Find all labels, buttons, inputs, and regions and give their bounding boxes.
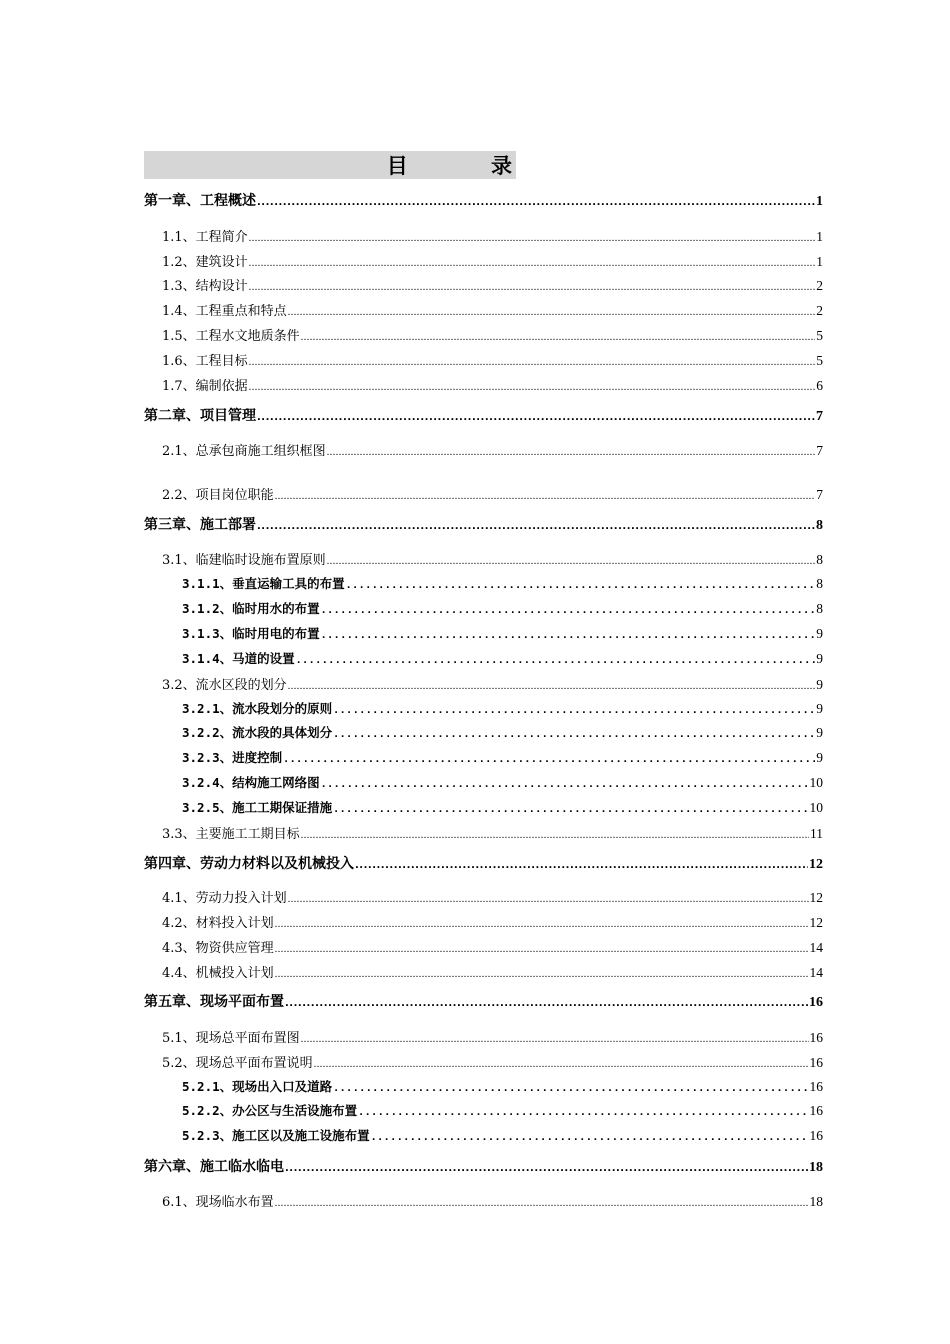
toc-page-number: 14 — [809, 965, 823, 980]
toc-entry-label: 3.2.2、流水段的具体划分 — [182, 725, 333, 740]
toc-page-number: 12 — [809, 915, 823, 930]
toc-leader-dots — [333, 729, 815, 740]
toc-entry-label: 1.3、结构设计 — [162, 279, 248, 294]
toc-page-number: 9 — [816, 651, 823, 666]
toc-subsection-entry[interactable] — [182, 1101, 823, 1119]
toc-page-number: 2 — [816, 303, 823, 318]
toc-entry-label: 第三章、施工部署 — [144, 517, 256, 533]
toc-leader-dots — [275, 1198, 809, 1209]
toc-page-number: 12 — [809, 857, 823, 872]
toc-leader-dots — [257, 197, 815, 208]
toc-page-number: 16 — [809, 1055, 823, 1070]
toc-leader-dots — [283, 754, 815, 765]
toc-section-entry[interactable] — [162, 440, 823, 459]
toc-section-entry[interactable] — [162, 300, 823, 319]
toc-section-entry[interactable] — [162, 912, 823, 931]
toc-leader-dots — [314, 1059, 809, 1070]
toc-subsection-entry[interactable] — [182, 1126, 823, 1144]
toc-leader-dots — [249, 233, 816, 244]
toc-subsection-entry[interactable] — [182, 773, 823, 791]
toc-page-number: 16 — [809, 1128, 823, 1143]
toc-page-number: 8 — [816, 518, 823, 533]
toc-entry-label: 3.2.5、施工工期保证措施 — [182, 800, 333, 815]
toc-leader-dots — [249, 357, 816, 368]
toc-leader-dots — [358, 1107, 808, 1118]
toc-leader-dots — [301, 830, 809, 841]
toc-entry-label: 1.2、建筑设计 — [162, 255, 248, 270]
toc-page-number: 18 — [809, 1194, 823, 1209]
toc-section-entry[interactable] — [162, 937, 823, 956]
toc-section-entry[interactable] — [162, 275, 823, 294]
toc-subsection-entry[interactable] — [182, 649, 823, 667]
toc-entry-label: 5.2.2、办公区与生活设施布置 — [182, 1103, 358, 1118]
toc-entry-label: 3.2.4、结构施工网络图 — [182, 775, 320, 790]
toc-subsection-entry[interactable] — [182, 798, 823, 816]
toc-entry-label: 2.1、总承包商施工组织框图 — [162, 444, 326, 459]
toc-entry-label: 4.3、物资供应管理 — [162, 941, 274, 956]
toc-entry-label: 3.2.3、进度控制 — [182, 750, 283, 765]
toc-chapter-entry[interactable] — [144, 1156, 823, 1176]
toc-entry-label: 1.4、工程重点和特点 — [162, 304, 287, 319]
toc-leader-dots — [288, 894, 809, 905]
toc-leader-dots — [321, 605, 816, 616]
toc-title: 目 录 — [386, 153, 550, 178]
toc-page-number: 8 — [816, 552, 823, 567]
toc-subsection-entry[interactable] — [182, 748, 823, 766]
toc-leader-dots — [333, 804, 808, 815]
toc-entry-label: 5.2.1、现场出入口及道路 — [182, 1079, 333, 1094]
toc-entry-label: 3.1.3、临时用电的布置 — [182, 626, 320, 641]
toc-leader-dots — [301, 332, 816, 343]
toc-page-number: 18 — [809, 1160, 823, 1175]
toc-entry-label: 3.2.1、流水段划分的原则 — [182, 701, 333, 716]
toc-leader-dots — [371, 1132, 809, 1143]
toc-page-number: 5 — [816, 353, 823, 368]
toc-page-number: 9 — [816, 725, 823, 740]
toc-section-entry[interactable] — [162, 674, 823, 693]
toc-page-number: 1 — [816, 229, 823, 244]
toc-page-number: 16 — [809, 995, 823, 1010]
toc-entry-label: 第四章、劳动力材料以及机械投入 — [144, 856, 354, 872]
toc-entry-label: 第二章、项目管理 — [144, 408, 256, 424]
toc-leader-dots — [346, 580, 816, 591]
toc-page-number: 9 — [816, 626, 823, 641]
toc-subsection-entry[interactable] — [182, 1077, 823, 1095]
toc-page-number: 1 — [816, 254, 823, 269]
toc-leader-dots — [285, 1163, 808, 1174]
toc-page-number: 16 — [809, 1030, 823, 1045]
toc-section-entry[interactable] — [162, 1052, 823, 1071]
toc-section-entry[interactable] — [162, 549, 823, 568]
toc-subsection-entry[interactable] — [182, 723, 823, 741]
toc-leader-dots — [275, 491, 816, 502]
toc-page-number: 10 — [809, 775, 823, 790]
toc-chapter-entry[interactable] — [144, 991, 823, 1011]
toc-page-number: 9 — [816, 750, 823, 765]
toc-page-number: 6 — [816, 378, 823, 393]
toc-leader-dots — [288, 681, 816, 692]
toc-entry-label: 5.2.3、施工区以及施工设施布置 — [182, 1128, 370, 1143]
toc-page-number: 7 — [816, 409, 823, 424]
toc-entry-label: 第六章、施工临水临电 — [144, 1159, 284, 1175]
toc-page-number: 1 — [816, 194, 823, 209]
toc-page-number: 10 — [809, 800, 823, 815]
toc-section-entry[interactable] — [162, 1027, 823, 1046]
toc-entry-label: 3.1、临建临时设施布置原则 — [162, 553, 326, 568]
toc-leader-dots — [249, 282, 816, 293]
toc-page-number: 8 — [816, 576, 823, 591]
toc-leader-dots — [321, 630, 816, 641]
toc-page-number: 16 — [809, 1103, 823, 1118]
toc-entry-label: 3.3、主要施工工期目标 — [162, 827, 300, 842]
toc-leader-dots — [333, 1083, 808, 1094]
toc-section-entry[interactable] — [162, 962, 823, 981]
toc-section-entry[interactable] — [162, 887, 823, 906]
toc-page-number: 11 — [810, 826, 823, 841]
toc-leader-dots — [275, 919, 809, 930]
toc-leader-dots — [285, 998, 808, 1009]
toc-entry-label: 4.4、机械投入计划 — [162, 966, 274, 981]
toc-page-number: 5 — [816, 328, 823, 343]
toc-entry-label: 第五章、现场平面布置 — [144, 994, 284, 1010]
toc-leader-dots — [249, 382, 816, 393]
toc-leader-dots — [327, 556, 816, 567]
toc-leader-dots — [355, 860, 808, 871]
toc-section-entry[interactable] — [162, 375, 823, 394]
toc-page-number: 8 — [816, 601, 823, 616]
toc-entry-label: 1.1、工程简介 — [162, 230, 248, 245]
toc-page-number: 14 — [809, 940, 823, 955]
toc-entry-label: 3.1.1、垂直运输工具的布置 — [182, 576, 345, 591]
toc-subsection-entry[interactable] — [182, 624, 823, 642]
toc-leader-dots — [257, 412, 815, 423]
toc-title-bar — [144, 151, 550, 179]
toc-section-entry[interactable] — [162, 251, 823, 270]
toc-entry-label: 6.1、现场临水布置 — [162, 1195, 274, 1210]
toc-entry-label: 3.1.2、临时用水的布置 — [182, 601, 320, 616]
toc-chapter-entry[interactable] — [144, 405, 823, 425]
toc-leader-dots — [296, 655, 816, 666]
toc-section-entry[interactable] — [162, 484, 823, 503]
toc-leader-dots — [321, 779, 809, 790]
toc-page-number: 7 — [816, 487, 823, 502]
toc-entry-label: 3.2、流水区段的划分 — [162, 678, 287, 693]
toc-entry-label: 1.6、工程目标 — [162, 354, 248, 369]
toc-chapter-entry[interactable] — [144, 853, 823, 873]
toc-entry-label: 1.7、编制依据 — [162, 379, 248, 394]
toc-chapter-entry[interactable] — [144, 514, 823, 534]
toc-entry-label: 4.2、材料投入计划 — [162, 916, 274, 931]
toc-entry-label: 1.5、工程水文地质条件 — [162, 329, 300, 344]
toc-section-entry[interactable] — [162, 350, 823, 369]
toc-section-entry[interactable] — [162, 325, 823, 344]
toc-page-number: 16 — [809, 1079, 823, 1094]
toc-chapter-entry[interactable] — [144, 190, 823, 210]
toc-leader-dots — [288, 307, 816, 318]
toc-page-number: 12 — [809, 890, 823, 905]
toc-page-number: 9 — [816, 701, 823, 716]
toc-subsection-entry[interactable] — [182, 699, 823, 717]
toc-entry-label: 2.2、项目岗位职能 — [162, 488, 274, 503]
toc-page-number: 7 — [816, 443, 823, 458]
toc-entry-label: 第一章、工程概述 — [144, 193, 256, 209]
toc-section-entry[interactable] — [162, 1191, 823, 1210]
toc-subsection-entry[interactable] — [182, 599, 823, 617]
toc-entry-label: 5.2、现场总平面布置说明 — [162, 1056, 313, 1071]
toc-entry-label: 3.1.4、马道的设置 — [182, 651, 295, 666]
toc-leader-dots — [249, 258, 816, 269]
toc-leader-dots — [275, 969, 809, 980]
toc-page-number: 2 — [816, 278, 823, 293]
toc-section-entry[interactable] — [162, 226, 823, 245]
toc-leader-dots — [327, 447, 816, 458]
toc-leader-dots — [275, 944, 809, 955]
toc-leader-dots — [257, 521, 815, 532]
toc-section-entry[interactable] — [162, 823, 823, 842]
toc-page-number: 9 — [816, 677, 823, 692]
toc-entry-label: 5.1、现场总平面布置图 — [162, 1031, 300, 1046]
toc-leader-dots — [333, 705, 815, 716]
toc-leader-dots — [301, 1034, 809, 1045]
toc-entry-label: 4.1、劳动力投入计划 — [162, 891, 287, 906]
toc-subsection-entry[interactable] — [182, 574, 823, 592]
